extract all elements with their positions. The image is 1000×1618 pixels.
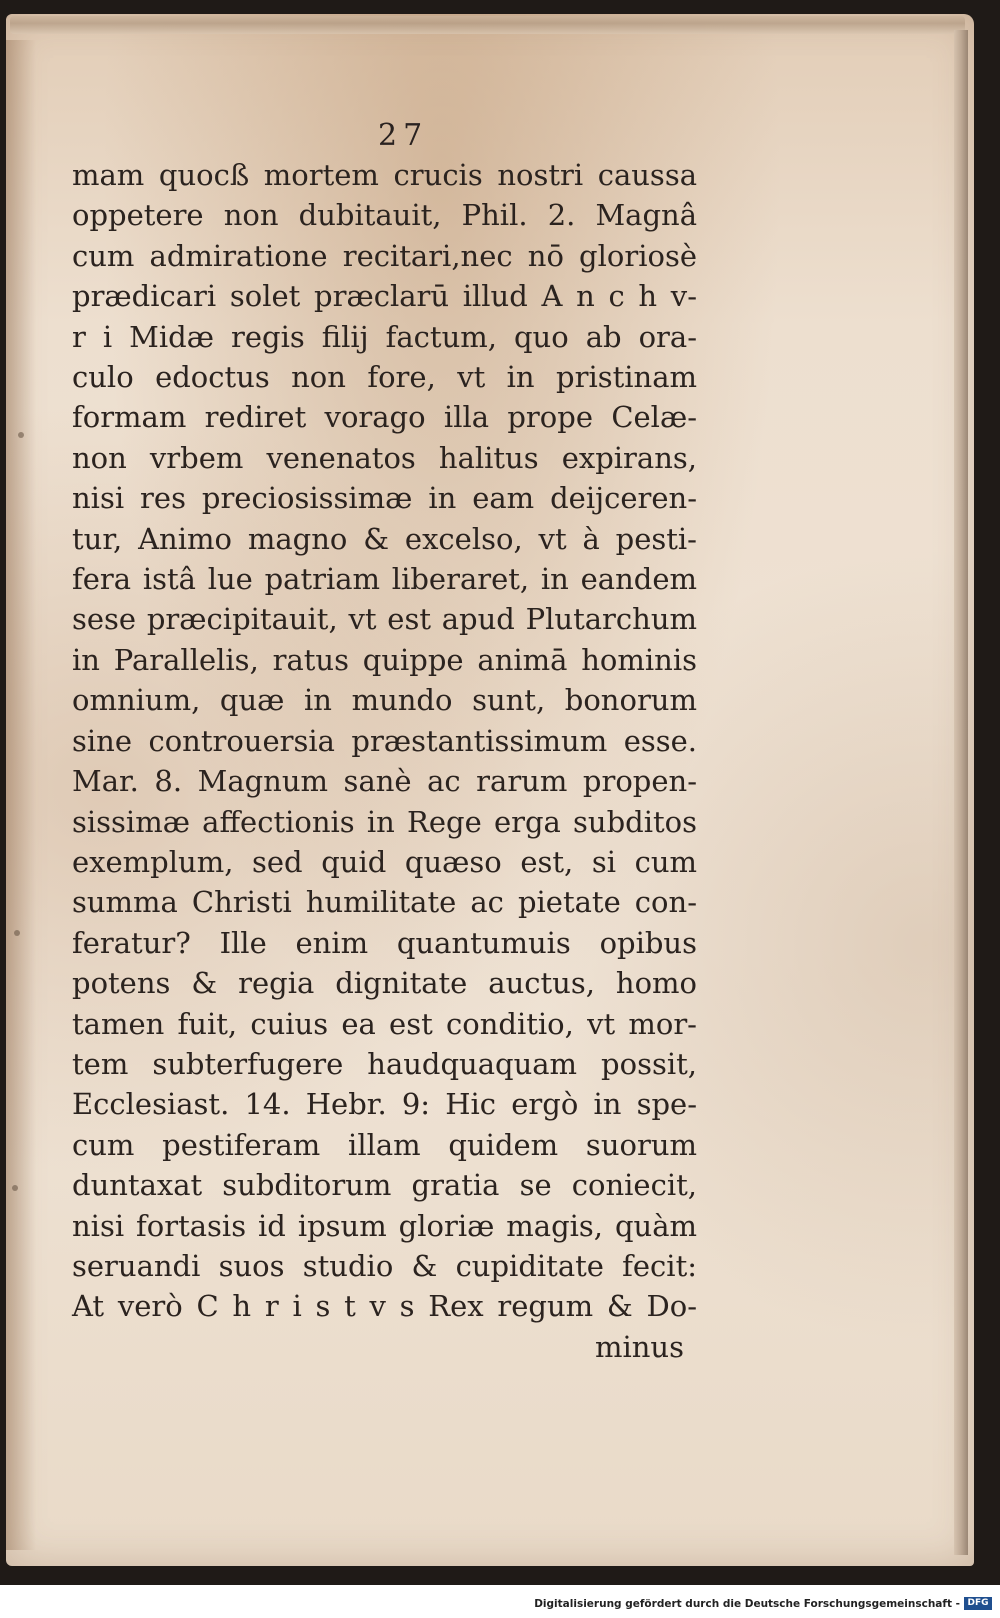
text-line: tamen fuit, cuius ea est conditio, vt mor- xyxy=(72,1006,697,1041)
text-line: formam rediret vorago illa prope Celæ- xyxy=(72,400,697,435)
text-line: cum pestiferam illam quidem suorum xyxy=(72,1127,697,1162)
page-edge-right xyxy=(954,30,968,1555)
page-text xyxy=(72,155,722,1367)
text-line: culo edoctus non fore, vt in pristinam xyxy=(72,360,697,395)
text-line: mam quocß mortem crucis nostri caussa xyxy=(72,158,697,192)
text-line: oppetere non dubitauit, Phil. 2. Magnâ xyxy=(72,198,697,233)
text-line: At verò C h r i s t v s Rex regum & Do- xyxy=(72,1289,697,1324)
text-line: summa Christi humilitate ac pietate con- xyxy=(72,885,697,920)
catchword: minus xyxy=(594,1329,684,1364)
text-line: tur, Animo magno & excelso, vt à pesti- xyxy=(72,521,697,556)
page-number: 27 xyxy=(378,118,429,153)
text-line: duntaxat subditorum gratia se coniecit, xyxy=(72,1168,697,1203)
text-line: potens & regia dignitate auctus, homo xyxy=(72,966,697,1001)
gutter-shadow xyxy=(6,40,36,1550)
text-line: non vrbem venenatos halitus expirans, xyxy=(72,440,697,475)
text-line: tem subterfugere haudquaquam possit, xyxy=(72,1046,697,1081)
text-line: in Parallelis, ratus quippe animā hominis xyxy=(72,642,697,677)
text-line: seruandi suos studio & cupiditate fecit: xyxy=(72,1248,697,1283)
text-line: sese præcipitauit, vt est apud Plutarchum xyxy=(72,602,697,637)
margin-mark xyxy=(18,432,24,438)
text-line: fera istâ lue patriam liberaret, in eandem xyxy=(72,562,697,597)
text-line: sine controuersia præstantissimum esse. xyxy=(72,723,697,758)
text-line: Ecclesiast. 14. Hebr. 9: Hic ergò in spe- xyxy=(72,1087,697,1122)
text-line: nisi res preciosissimæ in eam deijceren- xyxy=(72,481,697,516)
page-edge-top xyxy=(10,16,965,34)
footer-bar xyxy=(0,1596,1000,1618)
dfg-logo: DFG xyxy=(964,1597,992,1610)
text-line: omnium, quæ in mundo sunt, bonorum xyxy=(72,683,697,718)
text-line: exemplum, sed quid quæso est, si cum xyxy=(72,844,697,879)
text-line: nisi fortasis id ipsum gloriæ magis, quàm xyxy=(72,1208,697,1243)
text-line: Mar. 8. Magnum sanè ac rarum propen- xyxy=(72,764,697,799)
margin-mark xyxy=(12,1185,18,1191)
text-line: prædicari solet præclarū illud A n c h v- xyxy=(72,279,697,314)
text-line: r i Midæ regis filij factum, quo ab ora- xyxy=(72,319,697,354)
text-line: feratur? Ille enim quantumuis opibus xyxy=(72,925,697,960)
funding-credit: Digitalisierung gefördert durch die Deutsche Forschungsgemeinschaft - xyxy=(534,1598,960,1610)
text-line: sissimæ affectionis in Rege erga subditos xyxy=(72,804,697,839)
margin-mark xyxy=(14,930,20,936)
text-line: cum admiratione recitari,nec nō gloriosè xyxy=(72,238,697,273)
